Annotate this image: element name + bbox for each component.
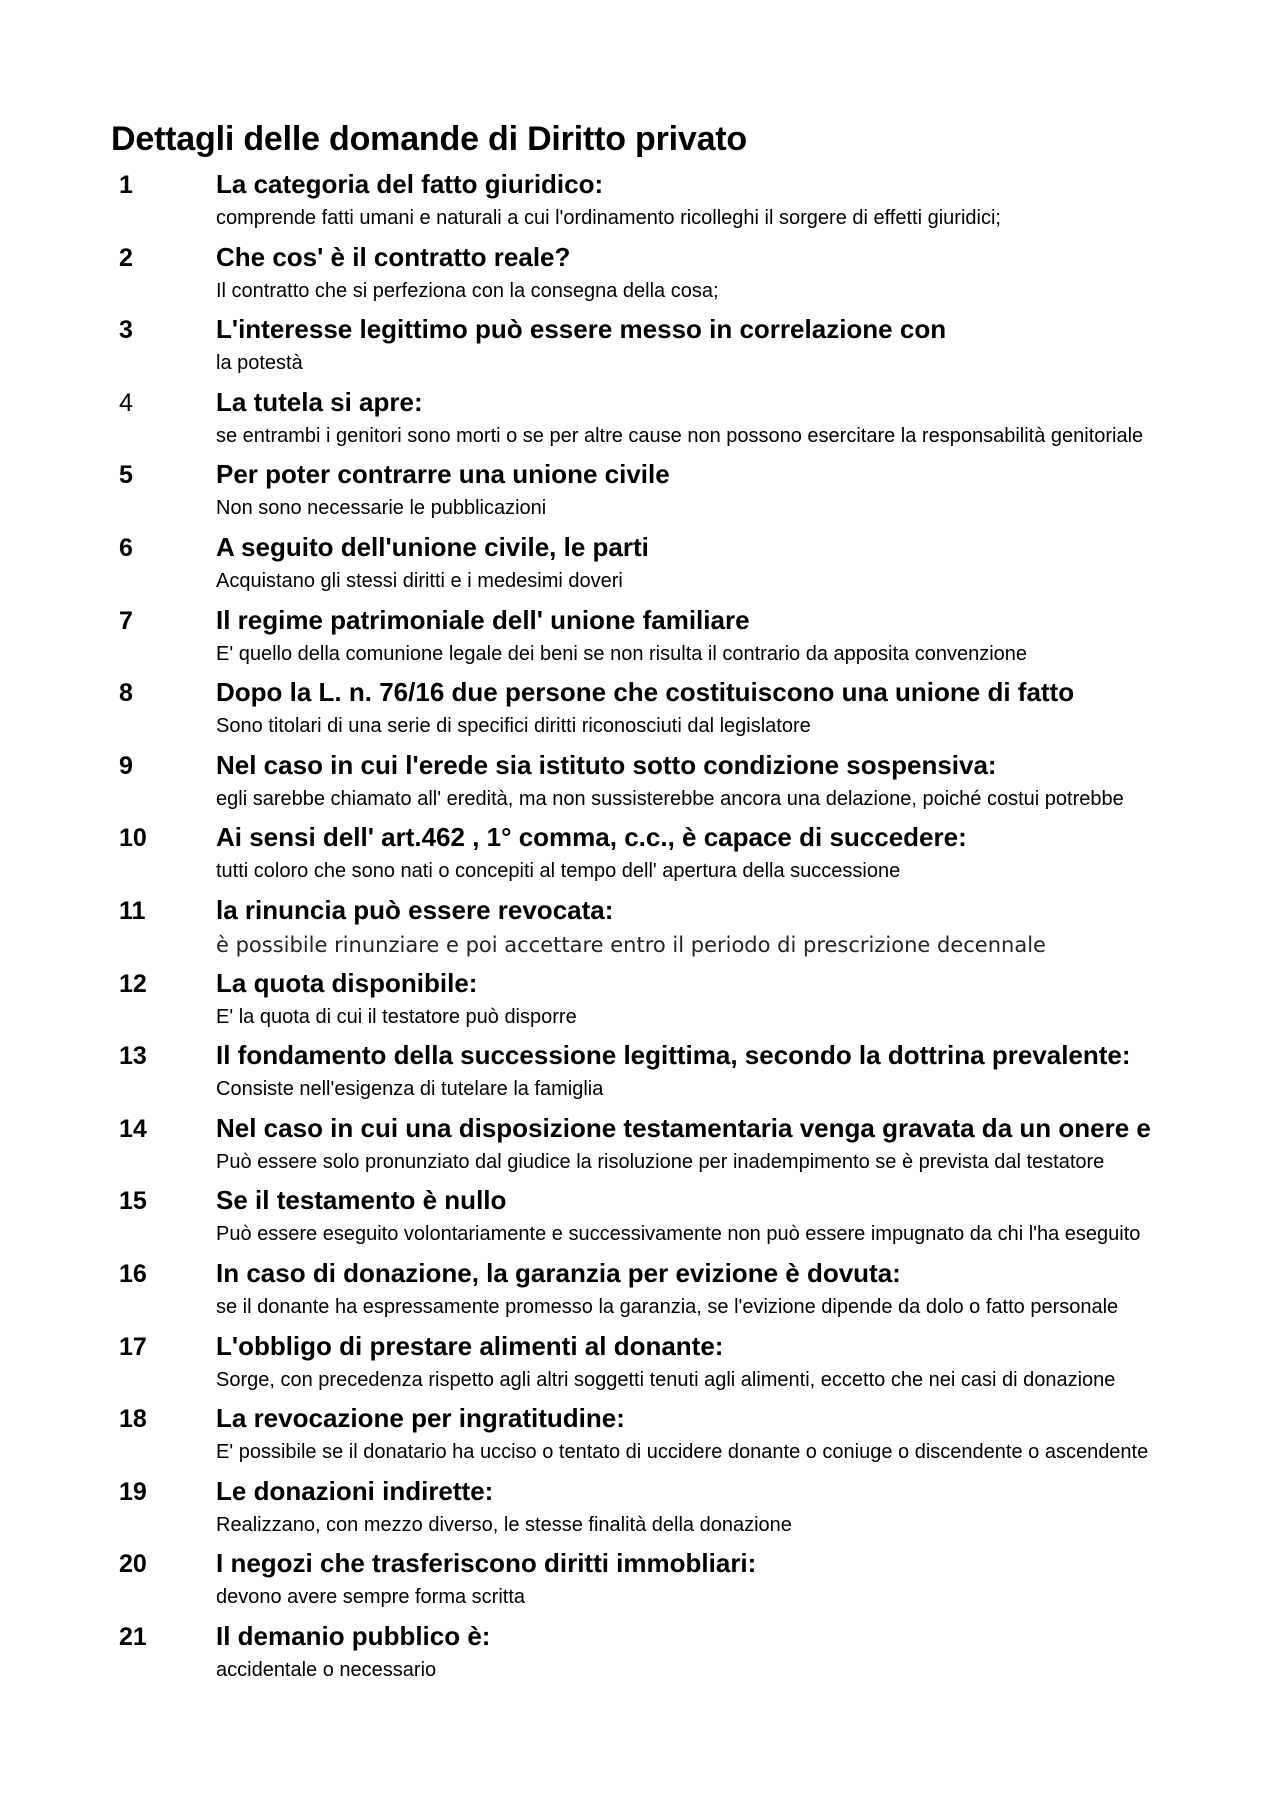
question-number: 11 [119,896,146,925]
question-text: Se il testamento è nullo [216,1185,507,1216]
question-answer: Consiste nell'esigenza di tutelare la famiglia [216,1078,604,1101]
question-number: 10 [119,824,147,853]
question-item-21 [0,1619,1280,1692]
question-text: La revocazione per ingratitudine: [216,1403,625,1434]
question-text: La categoria del fatto giuridico: [216,169,604,199]
question-number: 7 [119,606,133,635]
question-text: Il demanio pubblico è: [216,1620,491,1651]
question-text: Ai sensi dell' art.462 , 1° comma, c.c., è capace di succedere: [216,822,967,853]
question-number: 20 [119,1550,147,1579]
question-number: 6 [119,533,133,562]
question-answer: Realizzano, con mezzo diverso, le stesse finalità della donazione [216,1513,792,1536]
question-answer: E' possibile se il donatario ha ucciso o tentato di uccidere donante o coniuge o discendente o ascendente [216,1441,1149,1464]
question-item-10 [0,820,1280,893]
question-text: I negozi che trasferiscono diritti immobliari: [216,1548,757,1579]
question-list [0,167,1280,1691]
question-item-16 [0,1256,1280,1329]
question-answer: E' quello della comunione legale dei beni se non risulta il contrario da apposita convenzione [216,642,1028,665]
question-number: 1 [119,171,133,199]
question-answer: E' la quota di cui il testatore può disporre [216,1005,577,1028]
question-number: 18 [119,1405,147,1434]
question-answer: Può essere eseguito volontariamente e successivamente non può essere impugnato da chi l'ha eseguito [216,1223,1141,1246]
question-item-9 [0,748,1280,821]
question-item-11 [0,893,1280,966]
question-text: Il fondamento della successione legittima, secondo la dottrina prevalente: [216,1040,1131,1071]
question-number: 8 [119,679,133,708]
question-answer: accidentale o necessario [216,1658,437,1681]
question-item-20 [0,1546,1280,1619]
question-number: 16 [119,1259,147,1288]
question-text: Le donazioni indirette: [216,1475,494,1506]
question-item-3 [0,312,1280,385]
question-text: Il regime patrimoniale dell' unione familiare [216,604,750,635]
question-text: In caso di donazione, la garanzia per evizione è dovuta: [216,1257,901,1288]
question-item-8 [0,675,1280,748]
question-answer: tutti coloro che sono nati o concepiti al tempo dell' apertura della successione [216,860,901,883]
question-text: A seguito dell'unione civile, le parti [216,531,649,562]
question-item-13 [0,1038,1280,1111]
question-text: Nel caso in cui l'erede sia istituto sotto condizione sospensiva: [216,749,997,780]
question-number: 4 [119,388,133,417]
question-text: L'obbligo di prestare alimenti al donante: [216,1330,724,1361]
question-answer: Acquistano gli stessi diritti e i medesimi doveri [216,569,623,592]
question-answer: comprende fatti umani e naturali a cui l'ordinamento ricolleghi il sorgere di effetti giuridici; [216,207,1001,229]
question-answer: Sono titolari di una serie di specifici diritti riconosciuti dal legislatore [216,715,811,738]
question-answer: la potestà [216,352,303,375]
question-text: la rinuncia può essere revocata: [216,894,614,925]
question-item-19 [0,1474,1280,1547]
question-number: 15 [119,1187,147,1216]
question-item-14 [0,1111,1280,1184]
question-answer: è possibile rinunziare e poi accettare entro il periodo di prescrizione decennale [216,932,1046,957]
question-item-18 [0,1401,1280,1474]
question-text: Per poter contrarre una unione civile [216,459,670,490]
question-item-7 [0,603,1280,676]
question-item-6 [0,530,1280,603]
question-item-5 [0,457,1280,530]
question-number: 2 [119,243,133,272]
question-text: Nel caso in cui una disposizione testamentaria venga gravata da un onere e [216,1112,1151,1143]
question-number: 21 [119,1622,147,1651]
question-number: 9 [119,751,133,780]
question-answer: Sorge, con precedenza rispetto agli altri soggetti tenuti agli alimenti, eccetto che nei casi di donazione [216,1368,1116,1391]
question-item-1 [0,167,1280,240]
question-number: 17 [119,1332,147,1361]
question-item-2 [0,240,1280,313]
question-text: La tutela si apre: [216,386,423,417]
question-answer: Il contratto che si perfeziona con la consegna della cosa; [216,279,719,302]
question-number: 5 [119,461,133,490]
question-number: 19 [119,1477,147,1506]
question-answer: Non sono necessarie le pubblicazioni [216,497,547,520]
question-number: 13 [119,1042,147,1071]
question-number: 14 [119,1114,147,1143]
document-title: Dettagli delle domande di Diritto privato [111,120,747,158]
question-answer: devono avere sempre forma scritta [216,1586,526,1609]
question-item-4 [0,385,1280,458]
question-item-15 [0,1183,1280,1256]
question-answer: se il donante ha espressamente promesso la garanzia, se l'evizione dipende da dolo o fatto personale [216,1295,1119,1318]
question-text: Che cos' è il contratto reale? [216,241,571,272]
question-item-12 [0,966,1280,1039]
question-text: L'interesse legittimo può essere messo in correlazione con [216,314,947,345]
question-item-17 [0,1329,1280,1402]
question-text: La quota disponibile: [216,967,478,998]
question-answer: se entrambi i genitori sono morti o se per altre cause non possono esercitare la responsabilità genitoriale [216,424,1144,447]
question-answer: egli sarebbe chiamato all' eredità, ma non sussisterebbe ancora una delazione, poiché costui potrebbe [216,787,1124,810]
question-text: Dopo la L. n. 76/16 due persone che costituiscono una unione di fatto [216,677,1075,708]
question-answer: Può essere solo pronunziato dal giudice la risoluzione per inadempimento se è prevista dal testatore [216,1150,1105,1173]
question-number: 3 [119,316,133,345]
question-number: 12 [119,969,147,998]
